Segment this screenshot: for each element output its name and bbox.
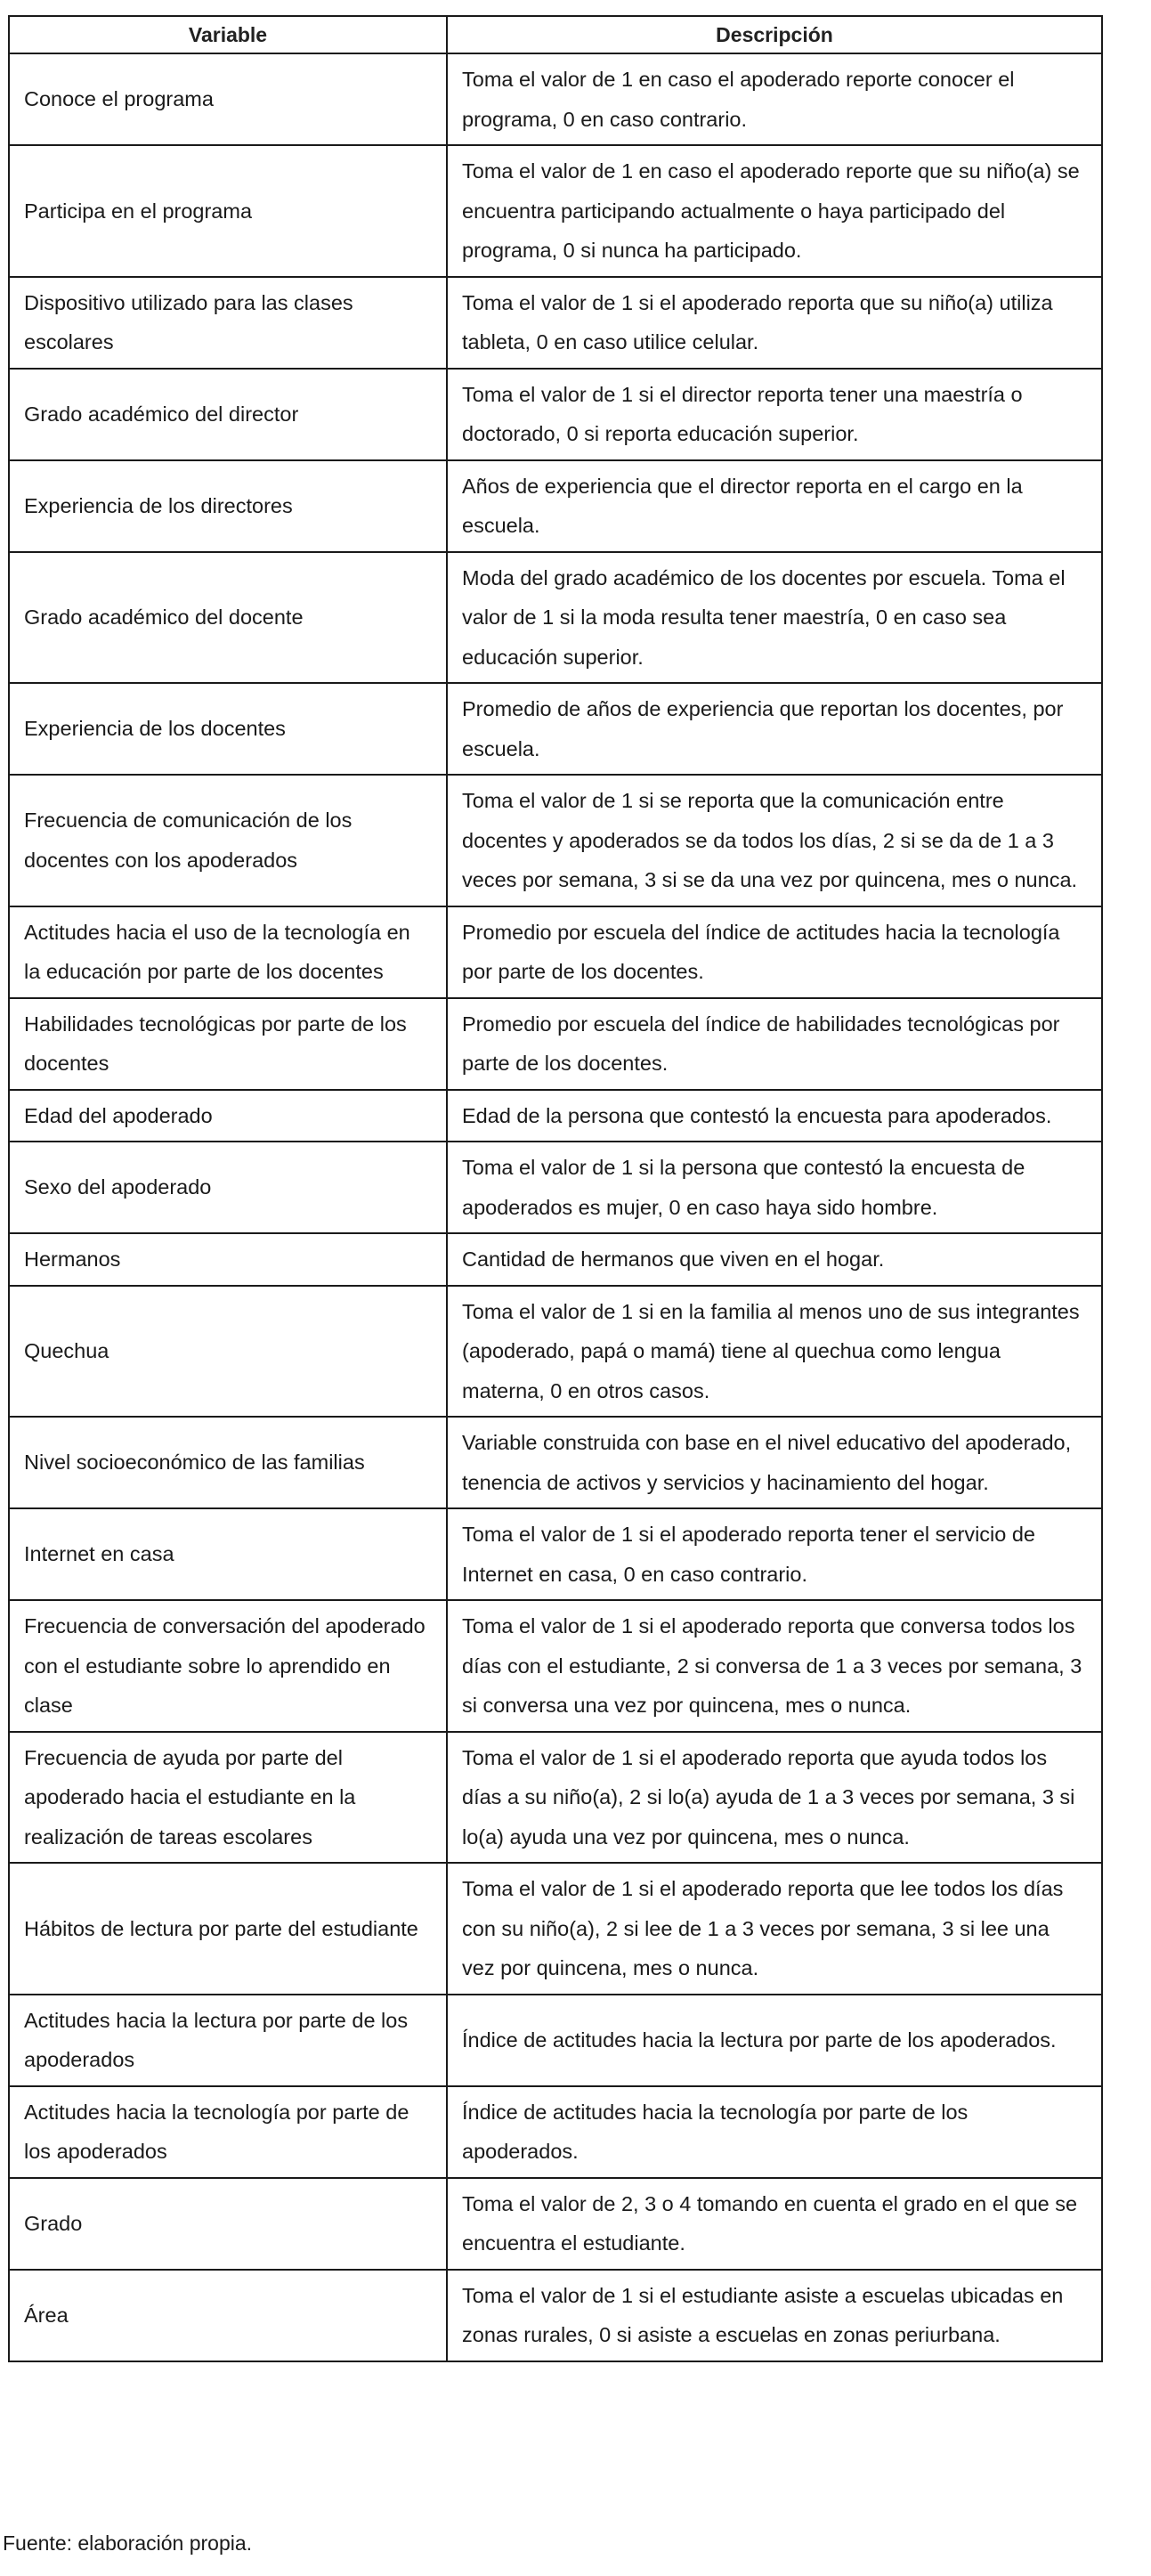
description-cell: Variable construida con base en el nivel educativo del apoderado, tenencia de activos y servicios y hacinamiento del hogar. <box>447 1417 1102 1508</box>
description-cell: Promedio de años de experiencia que reportan los docentes, por escuela. <box>447 683 1102 775</box>
description-cell: Toma el valor de 1 si la persona que contestó la encuesta de apoderados es mujer, 0 en caso haya sido hombre. <box>447 1142 1102 1233</box>
description-cell: Promedio por escuela del índice de habilidades tecnológicas por parte de los docentes. <box>447 998 1102 1090</box>
table-row <box>9 998 1102 1090</box>
table-row <box>9 1233 1102 1286</box>
description-cell: Toma el valor de 1 si se reporta que la comunicación entre docentes y apoderados se da todos los días, 2 si se da de 1 a 3 veces por semana, 3 si se da una vez por quincena, mes o nunca. <box>447 775 1102 906</box>
table-row <box>9 460 1102 552</box>
variable-cell: Experiencia de los directores <box>9 460 447 552</box>
table-row <box>9 1417 1102 1508</box>
source-note: Fuente: elaboración propia. <box>3 2531 253 2555</box>
variable-cell: Experiencia de los docentes <box>9 683 447 775</box>
description-cell: Toma el valor de 1 si el apoderado reporta que conversa todos los días con el estudiante, 2 si conversa de 1 a 3 veces por semana, 3 si conversa una vez por quincena, mes o nunca. <box>447 1600 1102 1732</box>
variable-cell: Dispositivo utilizado para las clases escolares <box>9 277 447 369</box>
table-row <box>9 1090 1102 1142</box>
description-cell: Promedio por escuela del índice de actitudes hacia la tecnología por parte de los docentes. <box>447 906 1102 998</box>
table-row <box>9 2178 1102 2270</box>
table-body <box>9 53 1102 2361</box>
description-cell: Toma el valor de 2, 3 o 4 tomando en cuenta el grado en el que se encuentra el estudiante. <box>447 2178 1102 2270</box>
table-row <box>9 1995 1102 2086</box>
variable-cell: Frecuencia de ayuda por parte del apoderado hacia el estudiante en la realización de tareas escolares <box>9 1732 447 1864</box>
table-header-row <box>9 16 1102 53</box>
table-row <box>9 2270 1102 2361</box>
table-row <box>9 1732 1102 1864</box>
table-row <box>9 552 1102 684</box>
variable-cell: Actitudes hacia la lectura por parte de los apoderados <box>9 1995 447 2086</box>
table-row <box>9 683 1102 775</box>
variable-cell: Quechua <box>9 1286 447 1418</box>
table-row <box>9 277 1102 369</box>
table-row <box>9 1142 1102 1233</box>
variable-cell: Conoce el programa <box>9 53 447 145</box>
header-variable: Variable <box>9 16 447 53</box>
description-cell: Toma el valor de 1 si el apoderado reporta que ayuda todos los días a su niño(a), 2 si lo(a) ayuda de 1 a 3 veces por semana, 3 si lo(a) ayuda una vez por quincena, mes o nunca. <box>447 1732 1102 1864</box>
table-row <box>9 906 1102 998</box>
variables-table-container <box>8 15 1101 2362</box>
table-row <box>9 369 1102 460</box>
variable-cell: Edad del apoderado <box>9 1090 447 1142</box>
description-cell: Moda del grado académico de los docentes por escuela. Toma el valor de 1 si la moda resulta tener maestría, 0 en caso sea educación superior. <box>447 552 1102 684</box>
variable-cell: Hábitos de lectura por parte del estudiante <box>9 1863 447 1995</box>
variable-cell: Actitudes hacia la tecnología por parte de los apoderados <box>9 2086 447 2178</box>
table-row <box>9 775 1102 906</box>
table-row <box>9 1286 1102 1418</box>
description-cell: Edad de la persona que contestó la encuesta para apoderados. <box>447 1090 1102 1142</box>
description-cell: Toma el valor de 1 si el director reporta tener una maestría o doctorado, 0 si reporta educación superior. <box>447 369 1102 460</box>
table-row <box>9 1508 1102 1600</box>
variable-cell: Internet en casa <box>9 1508 447 1600</box>
variable-cell: Área <box>9 2270 447 2361</box>
description-cell: Toma el valor de 1 si el estudiante asiste a escuelas ubicadas en zonas rurales, 0 si asiste a escuelas en zonas periurbana. <box>447 2270 1102 2361</box>
table-row <box>9 145 1102 277</box>
description-cell: Toma el valor de 1 en caso el apoderado reporte que su niño(a) se encuentra participando actualmente o haya participado del programa, 0 si nunca ha participado. <box>447 145 1102 277</box>
variable-cell: Nivel socioeconómico de las familias <box>9 1417 447 1508</box>
variable-cell: Frecuencia de comunicación de los docentes con los apoderados <box>9 775 447 906</box>
variable-cell: Grado <box>9 2178 447 2270</box>
description-cell: Toma el valor de 1 si el apoderado reporta que lee todos los días con su niño(a), 2 si lee de 1 a 3 veces por semana, 3 si lee una vez por quincena, mes o nunca. <box>447 1863 1102 1995</box>
variable-cell: Grado académico del docente <box>9 552 447 684</box>
variable-cell: Frecuencia de conversación del apoderado con el estudiante sobre lo aprendido en clase <box>9 1600 447 1732</box>
variable-cell: Sexo del apoderado <box>9 1142 447 1233</box>
table-row <box>9 2086 1102 2178</box>
description-cell: Cantidad de hermanos que viven en el hogar. <box>447 1233 1102 1286</box>
variable-cell: Grado académico del director <box>9 369 447 460</box>
table-row <box>9 53 1102 145</box>
variable-cell: Habilidades tecnológicas por parte de los docentes <box>9 998 447 1090</box>
table-row <box>9 1600 1102 1732</box>
header-descripcion: Descripción <box>447 16 1102 53</box>
description-cell: Índice de actitudes hacia la lectura por parte de los apoderados. <box>447 1995 1102 2086</box>
description-cell: Toma el valor de 1 si en la familia al menos uno de sus integrantes (apoderado, papá o mamá) tiene al quechua como lengua materna, 0 en otros casos. <box>447 1286 1102 1418</box>
description-cell: Toma el valor de 1 en caso el apoderado reporte conocer el programa, 0 en caso contrario. <box>447 53 1102 145</box>
variable-cell: Actitudes hacia el uso de la tecnología en la educación por parte de los docentes <box>9 906 447 998</box>
description-cell: Toma el valor de 1 si el apoderado reporta tener el servicio de Internet en casa, 0 en caso contrario. <box>447 1508 1102 1600</box>
variable-cell: Hermanos <box>9 1233 447 1286</box>
variables-table <box>8 15 1103 2362</box>
table-row <box>9 1863 1102 1995</box>
description-cell: Años de experiencia que el director reporta en el cargo en la escuela. <box>447 460 1102 552</box>
description-cell: Índice de actitudes hacia la tecnología por parte de los apoderados. <box>447 2086 1102 2178</box>
variable-cell: Participa en el programa <box>9 145 447 277</box>
description-cell: Toma el valor de 1 si el apoderado reporta que su niño(a) utiliza tableta, 0 en caso utilice celular. <box>447 277 1102 369</box>
